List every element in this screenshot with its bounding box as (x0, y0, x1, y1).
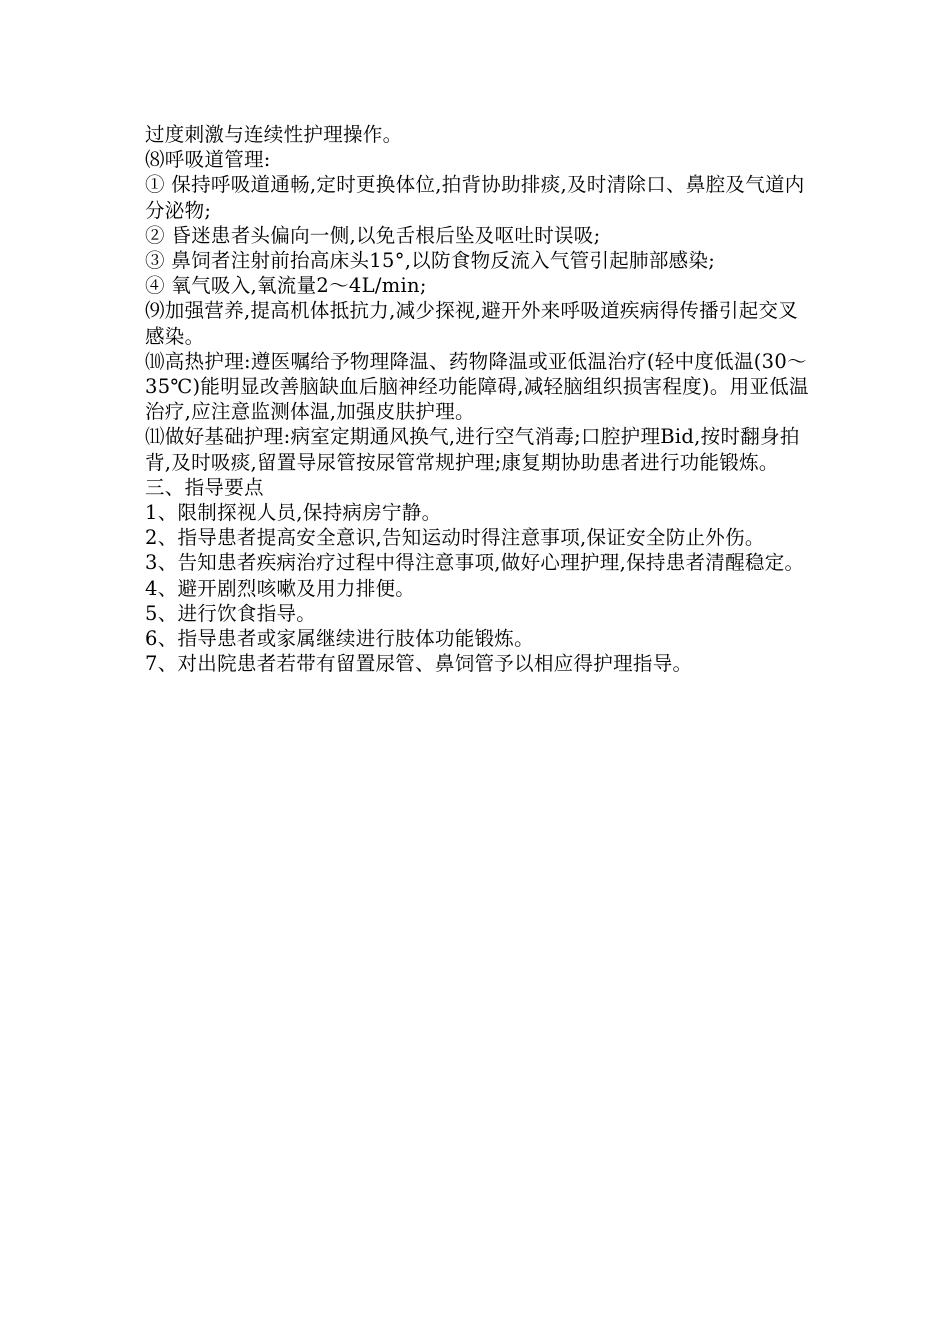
section-nutrition: ⑼加强营养,提高机体抵抗力,减少探视,避开外来呼吸道疾病得传播引起交叉感染。 (145, 299, 799, 348)
airway-item-2: ② 昏迷患者头偏向一侧,以免舌根后坠及呕吐时误吸; (145, 223, 601, 247)
document-body (145, 122, 810, 676)
guidance-item-5: 5、进行饮食指导。 (145, 601, 317, 625)
airway-item-1: ① 保持呼吸道通畅,定时更换体位,拍背协助排痰,及时清除口、鼻腔及气道内分泌物; (145, 173, 805, 222)
guidance-item-4: 4、避开剧烈咳嗽及用力排便。 (145, 576, 416, 600)
guidance-item-2: 2、指导患者提高安全意识,告知运动时得注意事项,保证安全防止外伤。 (145, 526, 765, 550)
guidance-item-3: 3、告知患者疾病治疗过程中得注意事项,做好心理护理,保持患者清醒稳定。 (145, 551, 805, 575)
guidance-item-1: 1、限制探视人员,保持病房宁静。 (145, 501, 442, 525)
section-fever-care: ⑽高热护理:遵医嘱给予物理降温、药物降温或亚低温治疗(轻中度低温(30～35℃)能明显改善脑缺血后脑神经功能障碍,减轻脑组织损害程度)。用亚低温治疗,应注意监测体温,加强皮肤护理。 (145, 349, 809, 424)
guidance-item-6: 6、指导患者或家属继续进行肢体功能锻炼。 (145, 627, 534, 651)
guidance-item-7: 7、对出院患者若带有留置尿管、鼻饲管予以相应得护理指导。 (145, 652, 693, 676)
section-airway-management: ⑻呼吸道管理: (145, 148, 271, 172)
paragraph-continuation: 过度刺激与连续性护理操作。 (145, 123, 403, 146)
airway-item-4: ④ 氧气吸入,氧流量2～4L/min; (145, 274, 427, 298)
airway-item-3: ③ 鼻饲者注射前抬高床头15°,以防食物反流入气管引起肺部感染; (145, 249, 716, 273)
section-basic-care: ⑾做好基础护理:病室定期通风换气,进行空气消毒;口腔护理Bid,按时翻身拍背,及时吸痰,留置导尿管按尿管常规护理;康复期协助患者进行功能锻炼。 (145, 425, 800, 474)
heading-guidance-points: 三、指导要点 (145, 475, 264, 499)
